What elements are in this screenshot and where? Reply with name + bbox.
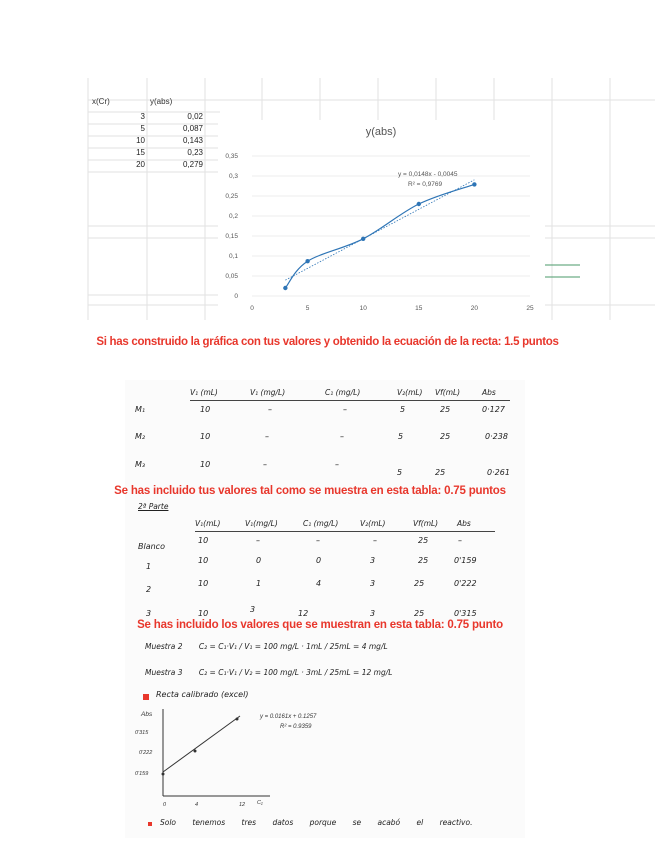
cell: 0'315 [454,609,477,618]
data-point [194,750,197,753]
data-point [472,182,476,186]
col-header: Vf(mL) [413,519,439,528]
cell: 10 [198,536,209,545]
y-tick-label: 0,35 [225,153,238,160]
chart-title: y(abs) [365,126,397,138]
cell: 0'159 [454,556,477,565]
y-tick-label: 0,05 [225,273,238,280]
y-tick-label: 0,25 [225,193,238,200]
excel-chart [218,120,545,320]
cell: 0·127 [482,405,505,414]
cell: – [263,460,267,469]
cell: 0·238 [485,432,508,441]
cell: 10 [198,609,209,618]
cell: 3 [250,605,256,614]
table2-row [138,556,518,574]
cell: 10 [200,432,211,441]
cell: 0'222 [454,579,477,588]
y-tick-label: 0,2 [228,213,238,220]
cell: – [458,536,462,545]
grading-note-1: Si has construido la gráfica con tus valores y obtenido la ecuación de la recta: 1.5 puntos [96,336,559,348]
y-tick-label: 0 [234,293,238,300]
row-label: 1 [146,562,152,571]
table2-header [195,519,515,531]
cell-x: 20 [136,160,145,169]
grading-note-3: Se has incluido los valores que se muestran en esta tabla: 0.75 punto [137,619,503,631]
x-tick-label: 5 [305,305,310,312]
table1-row [135,432,525,448]
cell-y: 0,23 [187,148,203,157]
data-point [417,202,421,206]
calc-formula: C₂ = C₁·V₁ / V₁ = 100 mg/L · 1mL / 25mL = 4 mg/L [198,642,388,651]
cell: – [265,432,269,441]
row-label: Blanco [138,542,165,551]
footer-note: Solo tenemos tres datos porque se acabó el reactivo. [160,818,473,827]
cell: 25 [440,405,451,414]
cell: 25 [435,468,446,477]
cell: 3 [370,579,376,588]
data-point [305,259,309,263]
x-axis-label: C₁ [257,800,263,806]
cell: 4 [316,579,322,588]
y-tick: 0'222 [139,750,153,756]
spreadsheet-screenshot [0,0,655,320]
data-point [236,718,239,721]
chart-area [218,120,545,320]
plot-heading: Recta calibrado (excel) [156,690,249,699]
col-header: V₁(mL) [195,519,221,528]
y-tick: 0'315 [135,730,149,736]
cell: 25 [414,609,425,618]
x-tick-label: 15 [415,305,423,312]
y-tick: 0'159 [135,771,149,777]
cell-y: 0,02 [187,112,203,121]
cell: 10 [200,405,211,414]
cell: 10 [198,579,209,588]
y-tick-label: 0,3 [228,173,238,180]
header-y: y(abs) [150,97,173,106]
cell: – [256,536,260,545]
cell-x: 3 [140,112,145,121]
bullet-icon [148,822,152,826]
y-axis-label: Abs [141,711,153,718]
cell: 10 [200,460,211,469]
x-tick-label: 0 [250,305,254,312]
cell: 0·261 [487,468,510,477]
cell-x: 10 [136,136,145,145]
cell: 10 [198,556,209,565]
x-tick-label: 10 [359,305,367,312]
table1-rule [190,400,510,401]
data-point [361,237,365,241]
cell: 25 [440,432,451,441]
cell: 25 [418,556,429,565]
col-header: V₂(mL) [397,388,423,397]
col-header: V₁ (mg/L) [250,388,286,397]
row-label: M₁ [135,405,146,414]
cell: 25 [414,579,425,588]
calc-line-1 [145,642,388,651]
table2-title: 2ª Parte [138,502,169,511]
col-header: Vf(mL) [435,388,461,397]
fit-line [163,716,240,772]
x-tick-label: 20 [470,305,479,312]
x-tick: 12 [239,802,246,808]
cell: – [316,536,320,545]
cell-y: 0,087 [182,124,203,133]
calc-line-2 [145,668,392,677]
trend-equation: y = 0,0148x - 0,0045 [398,171,458,178]
cell: 0 [316,556,322,565]
table2-rule [195,531,495,532]
cell-x: 15 [136,148,145,157]
calc-label: Muestra 2 [145,642,183,651]
y-tick-label: 0,1 [228,253,238,260]
cell: – [268,405,272,414]
col-header: C₁ (mg/L) [303,519,339,528]
cell: – [373,536,377,545]
x-tick: 0 [163,802,167,808]
data-point [283,286,287,290]
col-header: V₂(mL) [360,519,386,528]
table2-row [138,605,518,617]
grading-note-2: Se has incluido tus valores tal como se muestra en esta tabla: 0.75 puntos [114,485,506,497]
col-header: V₁(mg/L) [245,519,278,528]
table2-row [138,579,518,597]
cell: 12 [298,609,309,618]
plot-equation: y = 0.0161x + 0.1257 [260,714,317,720]
cell-y: 0,279 [182,160,203,169]
cell: 3 [370,556,376,565]
cell: 25 [418,536,429,545]
table1-row [135,405,525,421]
cell: 5 [398,432,404,441]
header-x: x(Cr) [92,97,110,106]
row-label: M₂ [135,432,146,441]
y-tick-label: 0,15 [225,233,238,240]
calc-formula: C₂ = C₁·V₁ / V₂ = 100 mg/L · 3mL / 25mL = 12 mg/L [198,668,393,677]
hand-calibration-plot [135,704,385,814]
cell: – [340,432,344,441]
x-tick: 4 [195,802,199,808]
row-label: 3 [146,609,152,618]
trend-r2: R² = 0,9769 [408,181,443,188]
data-point [162,773,165,776]
x-tick-label: 25 [526,305,534,312]
table1-row [135,460,525,476]
row-label: 2 [146,585,152,594]
cell: 5 [400,405,406,414]
plot-r2: R² = 0.9359 [280,724,312,730]
table2-row [138,536,518,554]
col-header: C₁ (mg/L) [325,388,361,397]
cell: – [335,460,339,469]
cell: – [343,405,347,414]
cell: 5 [397,468,403,477]
cell-y: 0,143 [182,136,203,145]
cell: 1 [256,579,262,588]
col-header: Abs [482,388,496,397]
calc-label: Muestra 3 [145,668,183,677]
row-label: M₃ [135,460,146,469]
col-header: Abs [457,519,471,528]
bullet-icon [143,694,149,700]
col-header: V₁ (mL) [190,388,218,397]
cell: 3 [370,609,376,618]
cell: 0 [256,556,262,565]
cell-x: 5 [140,124,145,133]
